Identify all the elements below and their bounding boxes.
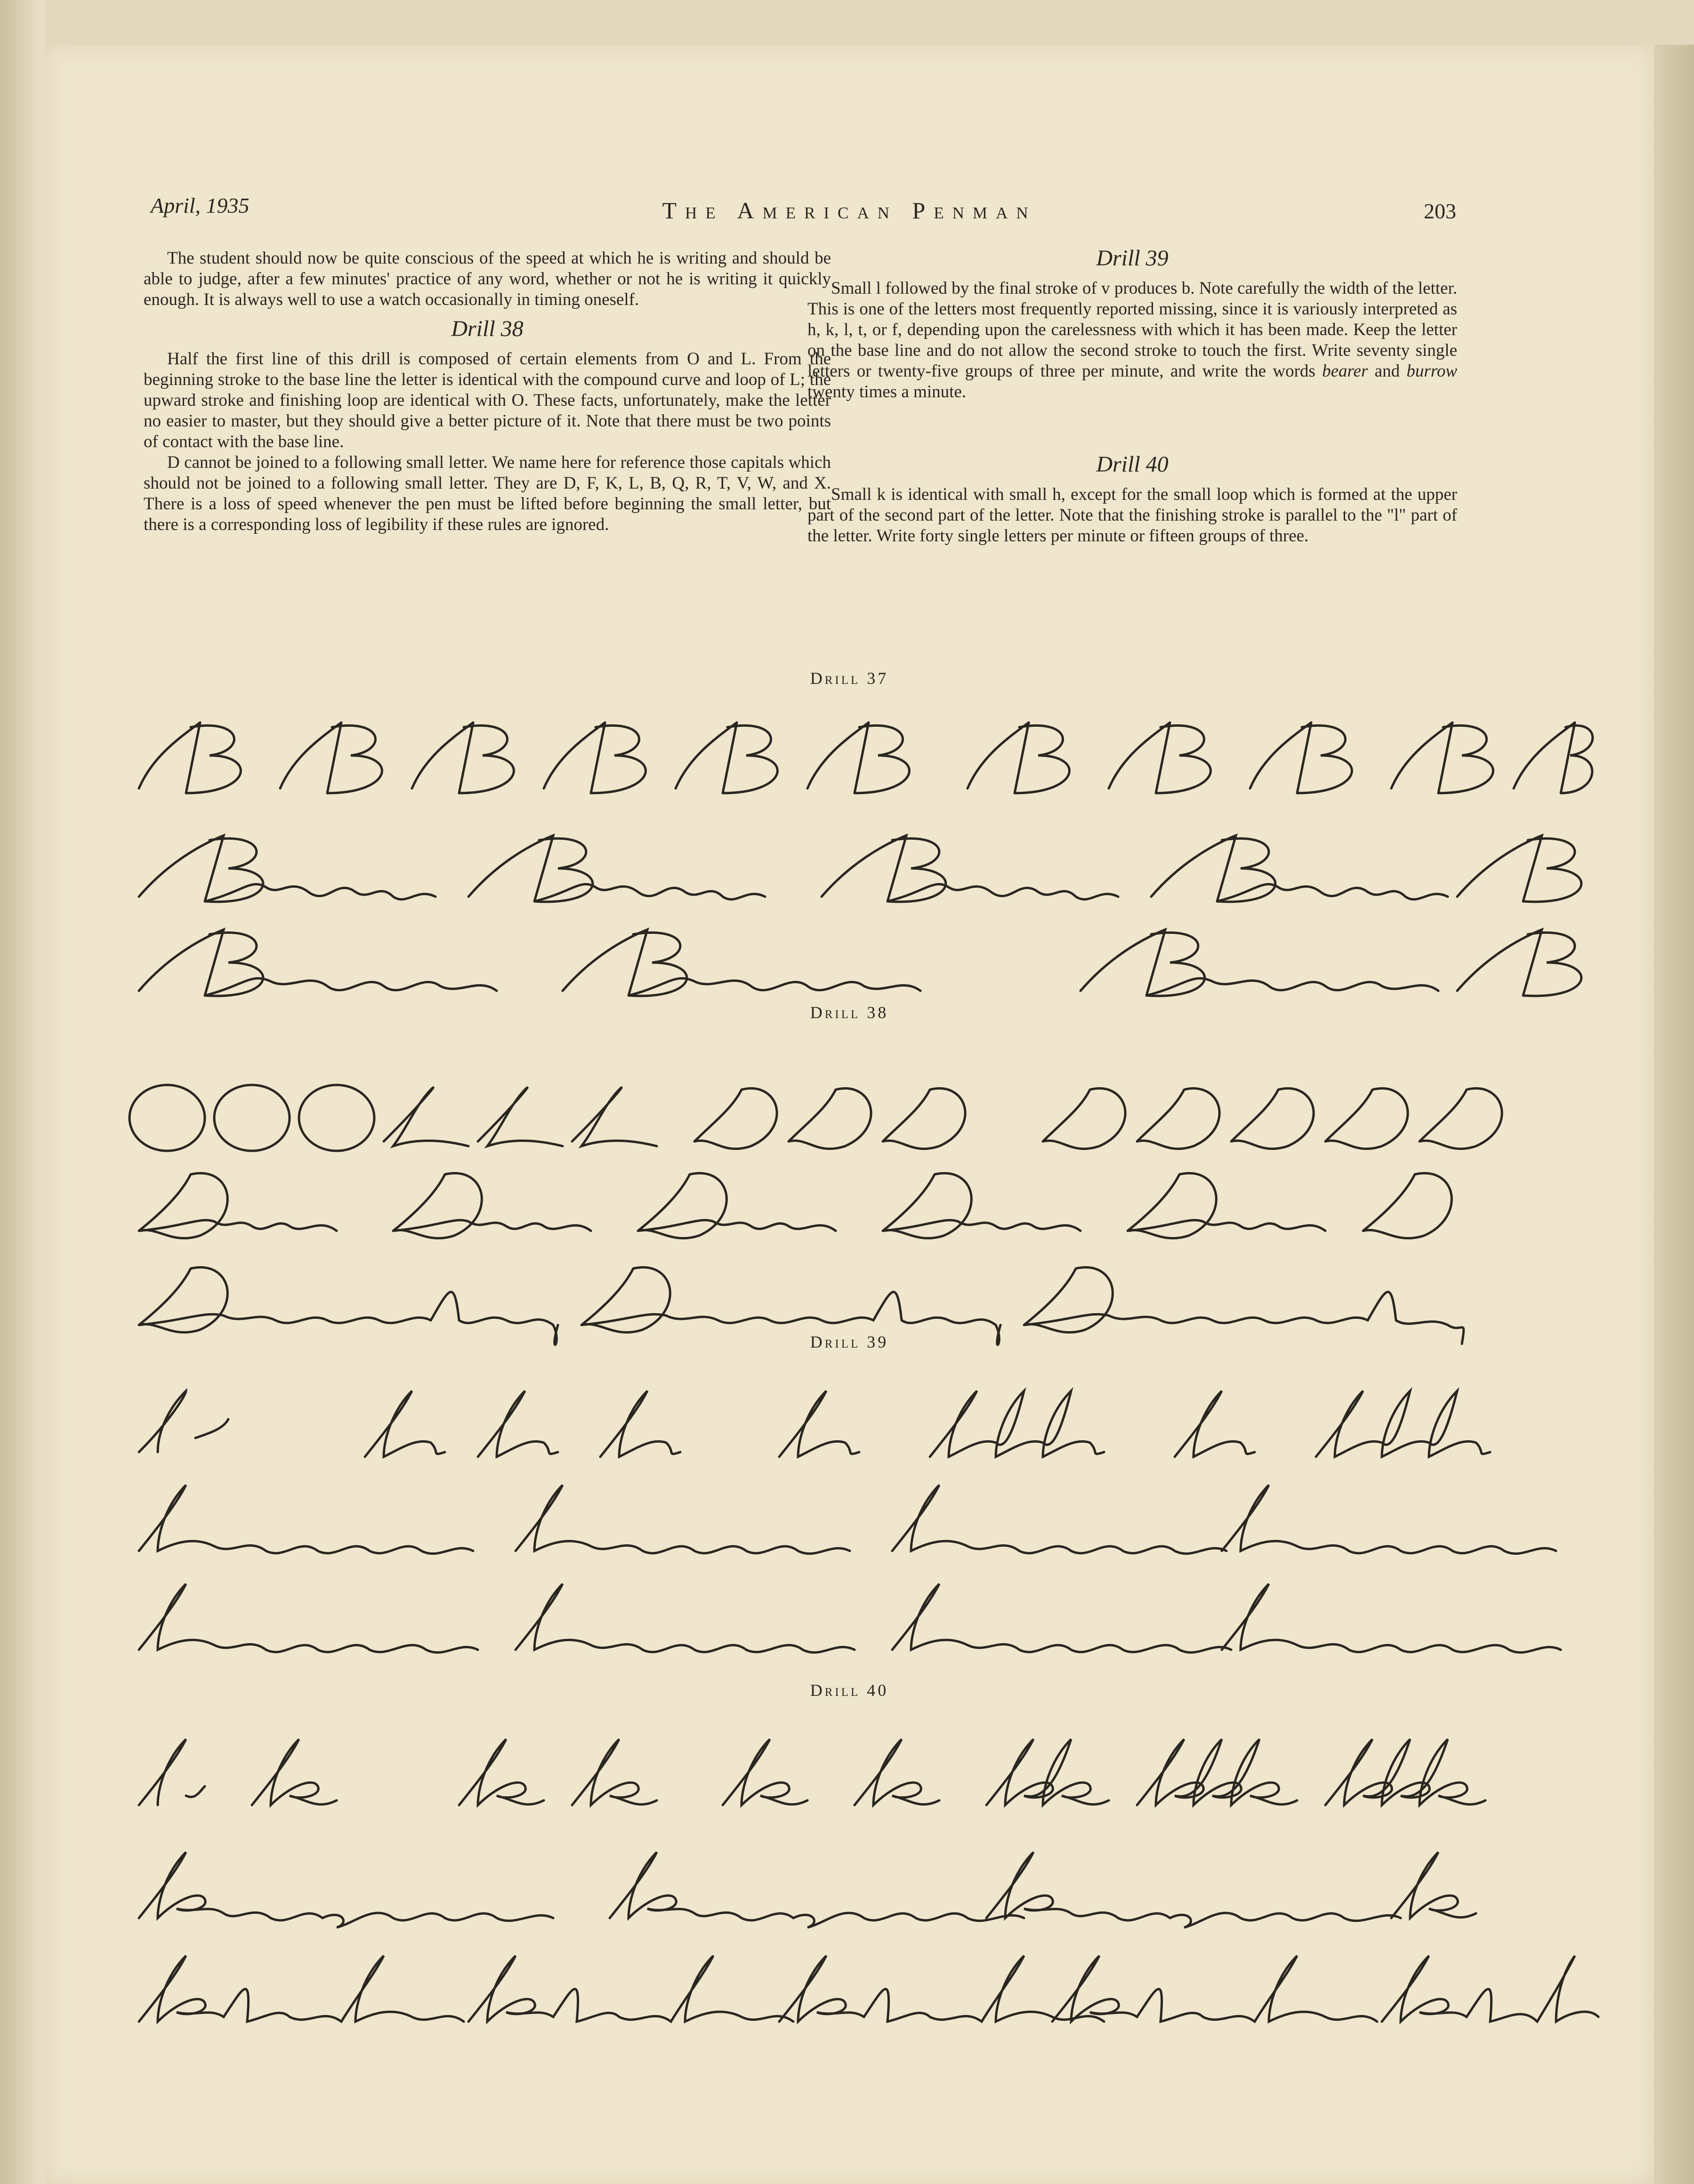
drill-38-heading: Drill 38 bbox=[451, 316, 524, 341]
script-text-drill-39-3 bbox=[125, 1574, 1499, 1670]
page-number: 203 bbox=[1424, 199, 1456, 223]
caption-drill-38: Drill 38 bbox=[810, 1003, 889, 1022]
script-text-drill-39-1 bbox=[125, 1381, 1047, 1477]
book-spine-shadow bbox=[0, 0, 45, 2184]
caption-drill-39: Drill 39 bbox=[810, 1333, 889, 1351]
drill-39-text-a: Small l followed by the final stroke of v produces b. Note carefully the width of the letter. This is one of the letters most frequently reported missing, since it is variously interpreted as h, k, l, t, or f, depending upon the carelessness with which it has been made. Keep the letter on the base line and do not allow the second stroke to touch the first. Write seventy single letters or twenty-five groups of three per minute, and write the words bbox=[807, 279, 1457, 381]
drill-40-paragraph: Small k is identical with small h, except for the small loop which is formed at the upper part of the second part of the letter. Note that the finishing stroke is parallel to the "l" part of the letter. Write forty single letters per minute or fifteen groups of three. bbox=[807, 485, 1457, 546]
script-text-drill-37-2 bbox=[125, 817, 1412, 912]
script-text-drill-40-1 bbox=[125, 1730, 1101, 1825]
caption-drill-37: Drill 37 bbox=[810, 669, 889, 688]
script-text-drill-37-3 bbox=[125, 911, 1544, 1006]
caption-drill-40: Drill 40 bbox=[810, 1681, 889, 1700]
script-text-drill-38-3 bbox=[125, 1259, 1558, 1355]
drill-39-word-bearer: bearer bbox=[1322, 361, 1368, 381]
script-text-drill-37-1 bbox=[125, 713, 1389, 809]
script-text-drill-39-2 bbox=[125, 1476, 1392, 1571]
script-text-drill-40-2 bbox=[125, 1843, 1379, 1938]
page-right-edge bbox=[1654, 45, 1694, 2184]
drill-39-text-b: twenty times a minute. bbox=[807, 382, 967, 401]
drill-39-text-and: and bbox=[1368, 361, 1407, 381]
drill-39-heading: Drill 39 bbox=[1096, 246, 1169, 271]
intro-paragraph: The student should now be quite conscious of the speed at which he is writing and should be able to judge, after a few minutes' practice of any word, whether or not he is writing it quickly enough. It is always well to use a watch occasionally in timing oneself. bbox=[144, 249, 831, 309]
drill-38-paragraph-1: Half the first line of this drill is composed of certain elements from O and L. From the beginning stroke to the base line the letter is identical with the compound curve and loop of L; the upward stroke and finishing loop are identical with O. These facts, unfortunately, make the letter no easier to master, but they should give a better picture of it. Note that there must be two points of contact with the base line. bbox=[144, 349, 831, 451]
header-title: The American Penman bbox=[662, 197, 1037, 224]
script-text-drill-38-2 bbox=[125, 1165, 1366, 1261]
header-date: April, 1935 bbox=[151, 193, 250, 217]
script-text-drill-38-1 bbox=[125, 1071, 1437, 1166]
script-text-drill-40-3 bbox=[125, 1946, 1694, 2042]
drill-38-paragraph-2: D cannot be joined to a following small letter. We name here for reference those capitals which should not be joined to a following small letter. They are D, F, K, L, B, Q, R, T, V, W, and X. There is a loss of speed whenever the pen must be lifted before beginning the small letter, but there is a corresponding loss of legibility if these rules are ignored. bbox=[144, 453, 831, 534]
drill-40-heading: Drill 40 bbox=[1096, 452, 1169, 477]
drill-39-word-burrow: burrow bbox=[1406, 361, 1457, 381]
magazine-page bbox=[45, 45, 1654, 2184]
